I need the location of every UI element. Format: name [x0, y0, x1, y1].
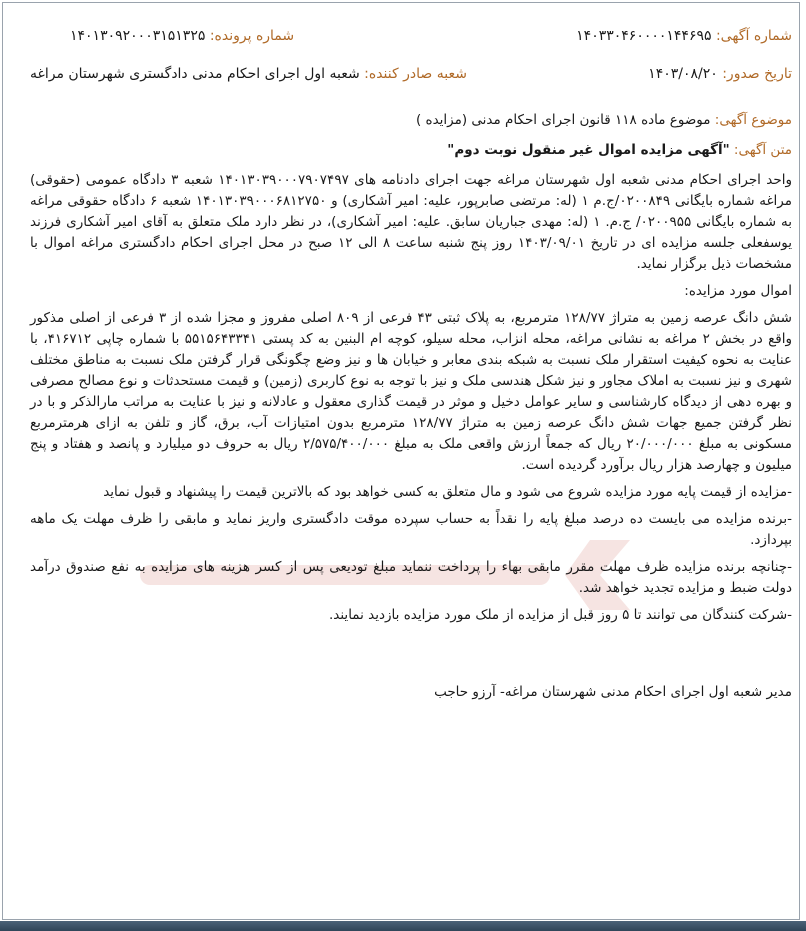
header-row-1: [30, 28, 792, 66]
issuer-label: شعبه صادر کننده:: [364, 66, 467, 82]
file-number-value: ۱۴۰۱۳۰۹۲۰۰۰۳۱۵۱۳۲۵: [70, 28, 206, 44]
ad-number-field: [576, 28, 792, 44]
announcement-body: [30, 170, 792, 626]
issue-date-field: [648, 66, 792, 82]
issue-date-value: ۱۴۰۳/۰۸/۲۰: [648, 66, 718, 82]
condition-1: -مزایده از قیمت پایه مورد مزایده شروع می شود و مال متعلق به کسی خواهد بود که بالاترین قیمت را پیشنهاد و قبول نماید: [103, 484, 792, 500]
signature: مدیر شعبه اول اجرای احکام مدنی شهرستان مراغه- آرزو حاجب: [434, 684, 792, 700]
condition-4: -شرکت کنندگان می توانند تا ۵ روز قبل از مزایده از ملک مورد مزایده بازدید نمایند.: [328, 607, 792, 623]
ad-title: "آگهی مزایده اموال غیر منقول نوبت دوم": [447, 142, 730, 158]
condition-2: -برنده مزایده می بایست ده درصد مبلغ پایه را نقداً به حساب سپرده موقت دادگستری واریز نماید و مابقی را ظرف مهلت یک ماهه بپردازد.: [30, 511, 792, 548]
file-number-label: شماره پرونده:: [209, 28, 295, 44]
intro-paragraph: واحد اجرای احکام مدنی شعبه اول شهرستان مراغه جهت اجرای دادنامه های ۱۴۰۱۳۰۳۹۰۰۰۷۹۰۷۴۹۷ شعبه ۳ دادگاه عمومی (حقوقی) مراغه شماره بایگانی ۰۲۰۰۸۴۹/ج.م ۱ (له: مرتضی صابرپور، علیه: امیر آشکاری) و ۱۴۰۱۳۰۳۹۰۰۰۶۸۱۲۷۵۰ شعبه ۶ دادگاه حقوقی مراغه به شماره بایگانی ۰۲۰۰۹۵۵/ ج.م. ۱ (له: مهدی جباریان سابق. علیه: امیر آشکاری)، در نظر دارد ملک متعلق به آقای امیر آشکاری فرزند یوسفعلی جلسه مزایده ای در تاریخ ۱۴۰۳/۰۹/۰۱ روز پنج شنبه ساعت ۸ الی ۱۲ صبح در محل اجرای احکام دادگستری مراغه اموال با مشخصات ذیل برگزار نماید.: [30, 172, 793, 272]
bottom-bar: [0, 921, 806, 931]
subject-value: موضوع ماده ۱۱۸ قانون اجرای احکام مدنی (مزایده ): [415, 112, 711, 128]
issuer-field: [30, 66, 467, 82]
subject-label: موضوع آگهی:: [714, 112, 792, 128]
file-number-field: [70, 28, 294, 44]
issuer-value: شعبه اول اجرای احکام مدنی دادگستری شهرستان مراغه: [30, 66, 360, 82]
ad-number-label: شماره آگهی:: [715, 28, 792, 44]
subject-row: [30, 112, 792, 128]
announcement: [30, 28, 792, 700]
assets-paragraph: شش دانگ عرصه زمین به متراژ ۱۲۸/۷۷ مترمربع، به پلاک ثبتی ۴۳ فرعی از ۸۰۹ اصلی مفروز و مجزا شده از ۳ فرعی از اصلی مذکور واقع در بخش ۲ مراغه به نشانی مراغه، محله انزاب، محله سیلو، کوچه ام البنین به کد پستی ۵۵۱۵۶۴۳۳۴۱ با شماره چاپی ۴۱۶۷۱۲، با عنایت به نحوه کیفیت استقرار ملک نسبت به شبکه بندی معابر و خیابان ها و نیز وضع چگونگی قرار گرفتن ملک نسبت به مناطق مختلف شهری و نیز نسبت به املاک مجاور و نیز شکل هندسی ملک و نیز با توجه به نوع کاربری (زمین) و قیمت مستحدثات و نوع مصالح مصرفی و بهره دهی از دیدگاه کارشناسی و سایر عوامل دخیل و موثر در قیمت گذاری معقول و عادلانه و نیز با عنایت به مراتب مارالذکر و با در نظر گرفتن جمیع جهات شش دانگ عرصه زمین به متراژ ۱۲۸/۷۷ مترمربع بدون امتیازات آب، برق، گاز و تلفن به ازای هرمترمربع مسکونی به مبلغ ۲۰/۰۰۰/۰۰۰ ریال که جمعاً ارزش واقعی ملک به مبلغ ۲/۵۷۵/۴۰۰/۰۰۰ ریال به حروف دو میلیارد و پانصد و هفتاد و پنج میلیون و چهارصد هزار ریال برآورد گردیده است.: [30, 310, 793, 473]
ad-number-value: ۱۴۰۳۳۰۴۶۰۰۰۰۱۴۴۶۹۵: [576, 28, 712, 44]
issue-date-label: تاریخ صدور:: [722, 66, 792, 82]
ad-text-row: [30, 142, 792, 158]
condition-3: -چنانچه برنده مزایده ظرف مهلت مقرر مابقی بهاء را پرداخت ننماید مبلغ تودیعی پس از کسر هزینه های مزایده به نفع صندوق درآمد دولت ضبط و مزایده تجدید خواهد شد.: [30, 559, 792, 596]
assets-heading: اموال مورد مزایده:: [684, 283, 792, 299]
header-row-2: [30, 66, 792, 104]
ad-text-label: متن آگهی:: [733, 142, 792, 158]
